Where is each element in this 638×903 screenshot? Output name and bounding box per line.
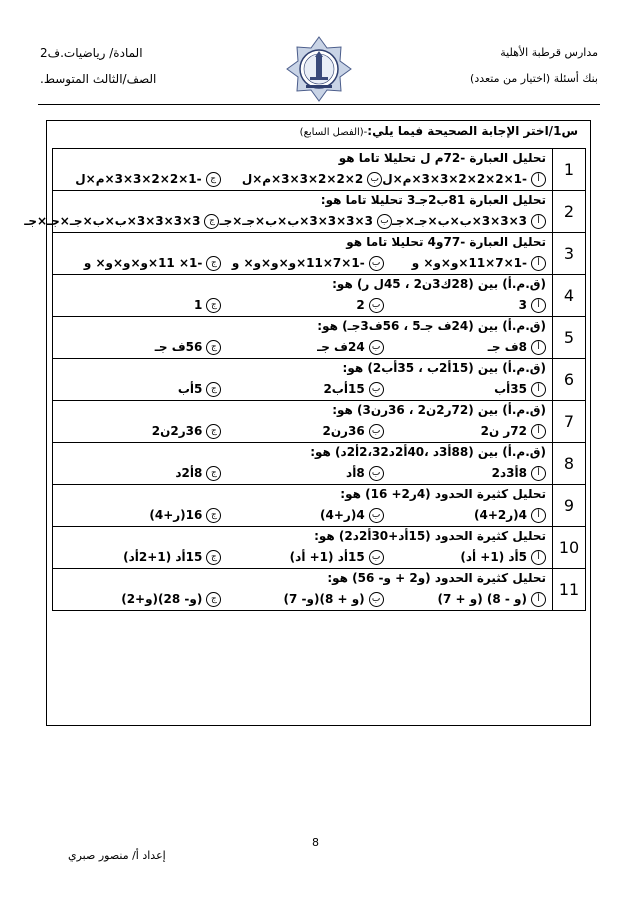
option-letter: أ (531, 340, 546, 355)
option-letter: ب (369, 256, 384, 271)
answer-option[interactable] (59, 378, 221, 400)
option-letter: ج (206, 382, 221, 397)
option-letter: ج (206, 466, 221, 481)
option-text: 35أب (494, 382, 527, 396)
option-letter: ج (206, 172, 221, 187)
answer-option[interactable] (384, 420, 546, 442)
option-text: (و- 28)(و+2) (121, 592, 203, 606)
question-number: 8 (553, 443, 586, 485)
option-letter: ب (377, 214, 392, 229)
answer-option[interactable] (221, 546, 383, 568)
option-text: 3×3×3×3×ب×ب×جـ×جـ (219, 214, 373, 228)
question-cell (53, 317, 553, 359)
option-text: 4(ر+4) (320, 508, 365, 522)
option-letter: ب (369, 382, 384, 397)
question-number: 4 (553, 275, 586, 317)
option-text: 8أ3د2 (491, 466, 527, 480)
subject-label: المادة/ رياضيات.ف2 (40, 46, 143, 60)
option-text: 2 (356, 298, 365, 312)
question-text: (ق.م.أ) بين (24ف جـ5 ، 56ف3جـ) هو: (317, 319, 546, 333)
answer-option[interactable] (221, 294, 383, 316)
answer-option[interactable] (384, 462, 546, 484)
option-letter: أ (531, 382, 546, 397)
option-text: 3 (518, 298, 527, 312)
page-number: 8 (312, 836, 319, 849)
answer-option[interactable] (59, 168, 221, 190)
page-header (40, 38, 598, 98)
option-text: -1× 11×و×و×و× و (83, 256, 203, 270)
answer-option[interactable] (221, 252, 383, 274)
answer-option[interactable] (59, 294, 221, 316)
option-text: 15أب2 (323, 382, 365, 396)
option-text: 3×3×3×ب×ب×جـ×جـ (391, 214, 527, 228)
option-letter: أ (531, 550, 546, 565)
answer-options (24, 210, 546, 232)
answer-option[interactable] (59, 588, 221, 610)
option-letter: أ (531, 508, 546, 523)
answer-option[interactable] (59, 252, 221, 274)
answer-option[interactable] (392, 210, 546, 232)
option-letter: ب (369, 592, 384, 607)
question-row (53, 191, 586, 233)
question-text: (ق.م.أ) بين (72ر2ن2 ، 36رن3) هو: (332, 403, 546, 417)
question-number: 5 (553, 317, 586, 359)
school-logo-icon (286, 36, 352, 102)
option-letter: أ (531, 172, 546, 187)
option-letter: أ (531, 298, 546, 313)
answer-options (59, 252, 546, 274)
question-text: (ق.م.أ) بين (88أ3د ،40أ2د2،32أ2د) هو: (310, 445, 546, 459)
answer-option[interactable] (59, 420, 221, 442)
option-text: 72ر ن2 (480, 424, 527, 438)
answer-options (59, 546, 546, 568)
option-text: 4(ر2+4) (473, 508, 527, 522)
question-cell (53, 275, 553, 317)
question-row (53, 233, 586, 275)
question-text: (ق.م.أ) بين (15أ2ب ، 35أب2) هو: (342, 361, 546, 375)
answer-option[interactable] (382, 168, 546, 190)
option-letter: أ (531, 592, 546, 607)
option-text: 36ر2ن2 (151, 424, 203, 438)
answer-option[interactable] (384, 588, 546, 610)
answer-option[interactable] (59, 504, 221, 526)
question-row (53, 569, 586, 611)
answer-options (59, 462, 546, 484)
question-cell (53, 443, 553, 485)
question-cell (24, 191, 553, 233)
option-text: -1×2×2×3×3×م×ل (75, 172, 202, 186)
option-text: -1×7×11×و×و×و× و (231, 256, 365, 270)
option-text: 8ف جـ (487, 340, 527, 354)
answer-option[interactable] (221, 378, 383, 400)
option-letter: ج (206, 298, 221, 313)
section-title-sub: -(الفصل السابع) (299, 127, 368, 138)
option-letter: ب (369, 340, 384, 355)
answer-options (59, 294, 546, 316)
option-letter: ج (206, 592, 221, 607)
answer-option[interactable] (221, 420, 383, 442)
section-title (300, 124, 578, 138)
answer-option[interactable] (221, 336, 383, 358)
author-credit: إعداد أ/ منصور صبري (68, 849, 166, 862)
option-letter: أ (531, 466, 546, 481)
question-row (53, 275, 586, 317)
question-row (53, 527, 586, 569)
answer-options (59, 336, 546, 358)
option-letter: ج (206, 550, 221, 565)
answer-option[interactable] (384, 504, 546, 526)
answer-option[interactable] (24, 210, 219, 232)
option-text: 36رن2 (322, 424, 365, 438)
question-text: تحليل كثيرة الحدود (15أد+30أ2د2) هو: (314, 529, 546, 543)
option-letter: ب (369, 424, 384, 439)
option-text: (و - 8) (و + 7) (437, 592, 527, 606)
option-text: -1×2×2×2×3×3×م×ل (382, 172, 527, 186)
question-text: تحليل كثيرة الحدود (4ر2+ 16) هو: (340, 487, 546, 501)
option-text: 3×3×3×3×ب×ب×جـ×جـ×جـ (24, 214, 201, 228)
question-row (53, 485, 586, 527)
answer-option[interactable] (384, 252, 546, 274)
option-text: 8أد (346, 466, 365, 480)
option-text: (و + 8)(و- 7) (283, 592, 365, 606)
question-number: 2 (553, 191, 586, 233)
question-row (53, 443, 586, 485)
question-text: تحليل العبارة -77و4 تحليلا تاما هو (346, 235, 546, 249)
answer-option[interactable] (221, 588, 383, 610)
question-text: تحليل كثيرة الحدود (و2 + و- 56) هو: (327, 571, 546, 585)
question-cell (53, 401, 553, 443)
answer-options (59, 588, 546, 610)
question-number: 10 (553, 527, 586, 569)
question-number: 6 (553, 359, 586, 401)
option-text: -1×7×11×و×و× و (411, 256, 527, 270)
option-letter: ب (369, 550, 384, 565)
question-number: 11 (553, 569, 586, 611)
question-number: 3 (553, 233, 586, 275)
answer-option[interactable] (384, 294, 546, 316)
option-text: 16(ر+4) (149, 508, 203, 522)
option-letter: ج (206, 424, 221, 439)
grade-label: الصف/الثالث المتوسط. (40, 72, 157, 86)
question-cell (53, 485, 553, 527)
question-row (53, 149, 586, 191)
answer-option[interactable] (221, 504, 383, 526)
section-title-main: س1/اختر الإجابة الصحيحة فيما يلي: (367, 124, 578, 138)
option-text: 24ف جـ (317, 340, 365, 354)
option-letter: ج (204, 214, 219, 229)
option-text: 15أد (1+2أد) (123, 550, 203, 564)
question-row (53, 359, 586, 401)
header-right (470, 40, 598, 92)
answer-option[interactable] (384, 378, 546, 400)
option-text: 15أد (1+ أد) (289, 550, 365, 564)
questions-table (24, 148, 586, 611)
question-row (53, 401, 586, 443)
question-cell (53, 149, 553, 191)
option-text: 56ف جـ (154, 340, 203, 354)
question-text: تحليل العبارة -72م ل تحليلا تاما هو (338, 151, 546, 165)
option-text: 1 (193, 298, 203, 312)
option-text: 8أ2د (175, 466, 203, 480)
question-cell (53, 527, 553, 569)
question-number: 1 (553, 149, 586, 191)
bank-title: بنك أسئلة (اختيار من متعدد) (470, 72, 598, 85)
option-text: 5أد (1+ أد) (460, 550, 527, 564)
answer-option[interactable] (221, 168, 383, 190)
option-letter: ب (369, 466, 384, 481)
question-text: (ق.م.أ) بين (28ك3ن2 ، 45ل ر) هو: (332, 277, 546, 291)
option-letter: ج (206, 256, 221, 271)
option-text: 5أب (177, 382, 203, 396)
question-row (53, 317, 586, 359)
question-number: 9 (553, 485, 586, 527)
option-letter: ب (367, 172, 382, 187)
question-text: تحليل العبارة 81ب2جـ3 تحليلا تاما هو: (320, 193, 546, 207)
option-letter: ج (206, 508, 221, 523)
answer-option[interactable] (59, 546, 221, 568)
option-letter: أ (531, 256, 546, 271)
option-letter: ج (206, 340, 221, 355)
answer-option[interactable] (59, 336, 221, 358)
answer-option[interactable] (219, 210, 391, 232)
header-left (40, 40, 156, 92)
option-letter: أ (531, 424, 546, 439)
question-cell (53, 569, 553, 611)
option-text: 2×2×2×3×3×م×ل (241, 172, 364, 186)
option-letter: أ (531, 214, 546, 229)
question-cell (53, 359, 553, 401)
option-letter: ب (369, 298, 384, 313)
answer-options (59, 378, 546, 400)
question-number: 7 (553, 401, 586, 443)
answer-option[interactable] (59, 462, 221, 484)
school-name: مدارس قرطبة الأهلية (500, 46, 598, 59)
option-letter: ب (369, 508, 384, 523)
question-cell (53, 233, 553, 275)
answer-options (59, 420, 546, 442)
answer-option[interactable] (221, 462, 383, 484)
answer-options (59, 168, 546, 190)
answer-options (59, 504, 546, 526)
answer-option[interactable] (384, 336, 546, 358)
header-divider (38, 104, 600, 105)
answer-option[interactable] (384, 546, 546, 568)
questions-body (24, 149, 586, 611)
